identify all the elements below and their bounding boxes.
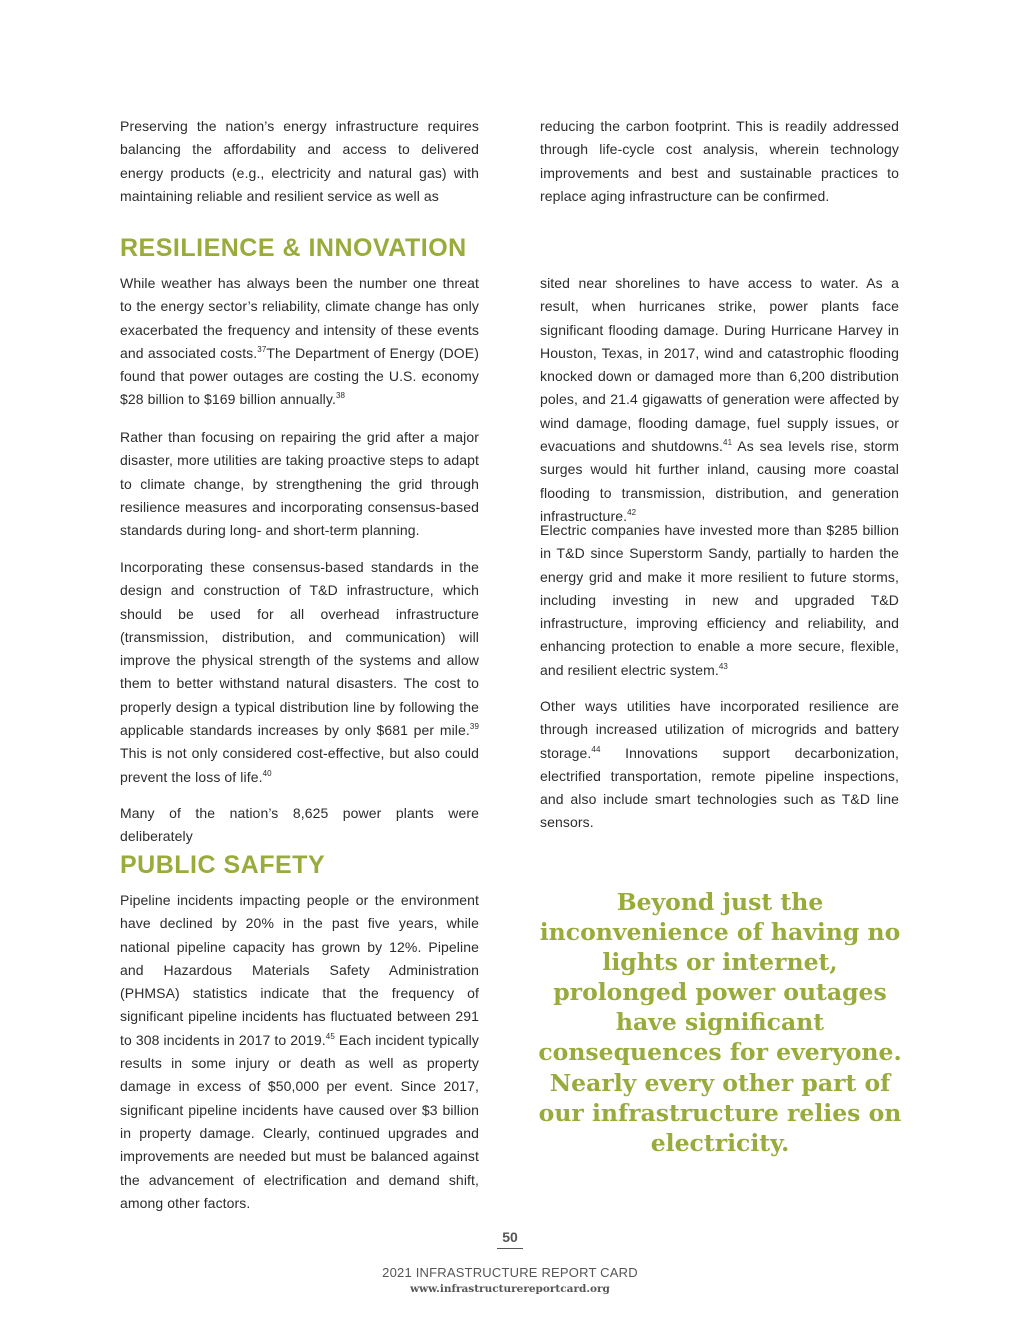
pull-quote: Beyond just the inconvenience of having no lights or internet, prolonged power outages have significant consequences for everyone. Nearly every other part of our infrastructure relies on electricity.	[538, 888, 902, 1157]
intro-paragraph-left: Preserving the nation’s energy infrastructure requires balancing the affordability and access to delivered energy products (e.g., electricity and natural gas) with maintaining reliable and resilient service as well as	[120, 118, 479, 204]
resilience-right-paragraph-1: sited near shorelines to have access to water. As a result, when hurricanes strike, power plants face significant flooding damage. During Hurricane Harvey in Houston, Texas, in 2017, wind and catastrophic flooding knocked down or damaged more than 6,200 distribution poles, and 21.4 gigawatts of generation were affected by wind damage, flooding damage, fuel supply issues, or evacuations and shutdowns.$^{41}$ As sea levels rise, storm surges would hit further inland, causing more coastal flooding to transmission, distribution, and generation infrastructure.$^{42}$	[540, 275, 899, 524]
section-heading-resilience: RESILIENCE & INNOVATION	[120, 234, 467, 262]
resilience-right-paragraph-3: Other ways utilities have incorporated resilience are through increased utilization of microgrids and battery storage.$^{44}$ Innovations support decarbonization, electrified transportation, remote pipeline inspections, and also include smart technologies such as T&D line sensors.	[540, 698, 899, 831]
resilience-paragraph-2: Rather than focusing on repairing the grid after a major disaster, more utilities are taking proactive steps to adapt to climate change, by strengthening the grid through resilience measures and incorporating consensus-based standards during long- and short-term planning.	[120, 429, 479, 539]
footnote-ref: 38	[335, 391, 346, 401]
section-heading-public-safety: PUBLIC SAFETY	[120, 851, 326, 879]
footnote-ref: 43	[718, 661, 728, 671]
resilience-paragraph-4: Many of the nation’s 8,625 power plants were deliberately	[120, 805, 479, 845]
footnote-ref: 44	[591, 744, 601, 754]
footnote-ref: 37	[257, 344, 267, 354]
resilience-right-paragraph-2: Electric companies have invested more than $285 billion in T&D since Superstorm Sandy, partially to harden the energy grid and make it more resilient to future storms, including investing in new and upgraded T&D infrastructure, improving efficiency and reliability, and enhancing protection to enable a more secure, flexible, and resilient electric system.$^{43}$	[540, 522, 899, 678]
footnote-ref: 40	[262, 768, 272, 778]
footer-url: www.infrastructurereportcard.org	[410, 1283, 610, 1295]
footnote-ref: 41	[723, 438, 733, 448]
footer-report-title: 2021 INFRASTRUCTURE REPORT CARD	[382, 1265, 638, 1280]
resilience-paragraph-3: Incorporating these consensus-based standards in the design and construction of T&D infrastructure, which should be used for all overhead infrastructure (transmission, distribution, and communication) will improve the physical strength of the systems and allow them to better withstand natural disasters. The cost to properly design a typical distribution line by following the applicable standards increases by only $681 per mile.$^{39}$ This is not only considered cost-effective, but also could prevent the loss of life.$^{40}$	[120, 559, 479, 785]
footnote-ref: 45	[325, 1031, 335, 1041]
intro-paragraph-right: reducing the carbon footprint. This is readily addressed through life-cycle cost analysis, wherein technology improvements and best and sustainable practices to replace aging infrastructure can be confirmed.	[540, 118, 899, 204]
page-number: 50	[497, 1229, 523, 1249]
footnote-ref: 42	[627, 507, 637, 517]
public-safety-paragraph: Pipeline incidents impacting people or the environment have declined by 20% in the past five years, while national pipeline capacity has grown by 12%. Pipeline and Hazardous Materials Safety Administration (PHMSA) statistics indicate that the frequency of significant pipeline incidents has fluctuated between 291 to 308 incidents in 2017 to 2019.45 Each incident typically results in some injury or death as well as property damage in excess of $50,000 per event. Since 2017, significant pipeline incidents have caused over $3 billion in property damage. Clearly, continued upgrades and improvements are needed but must be balanced against the advancement of electrification and demand shift, among other factors.	[120, 892, 479, 1211]
footnote-ref: 39	[469, 722, 479, 732]
resilience-paragraph-1: While weather has always been the number one threat to the energy sector’s reliability, climate change has only exacerbated the frequency and intensity of these events and associated costs.$^{37}$The Department of Energy (DOE) found that power outages are costing the U.S. economy $28 billion to $169 billion annually.$^{38}$	[120, 275, 479, 408]
